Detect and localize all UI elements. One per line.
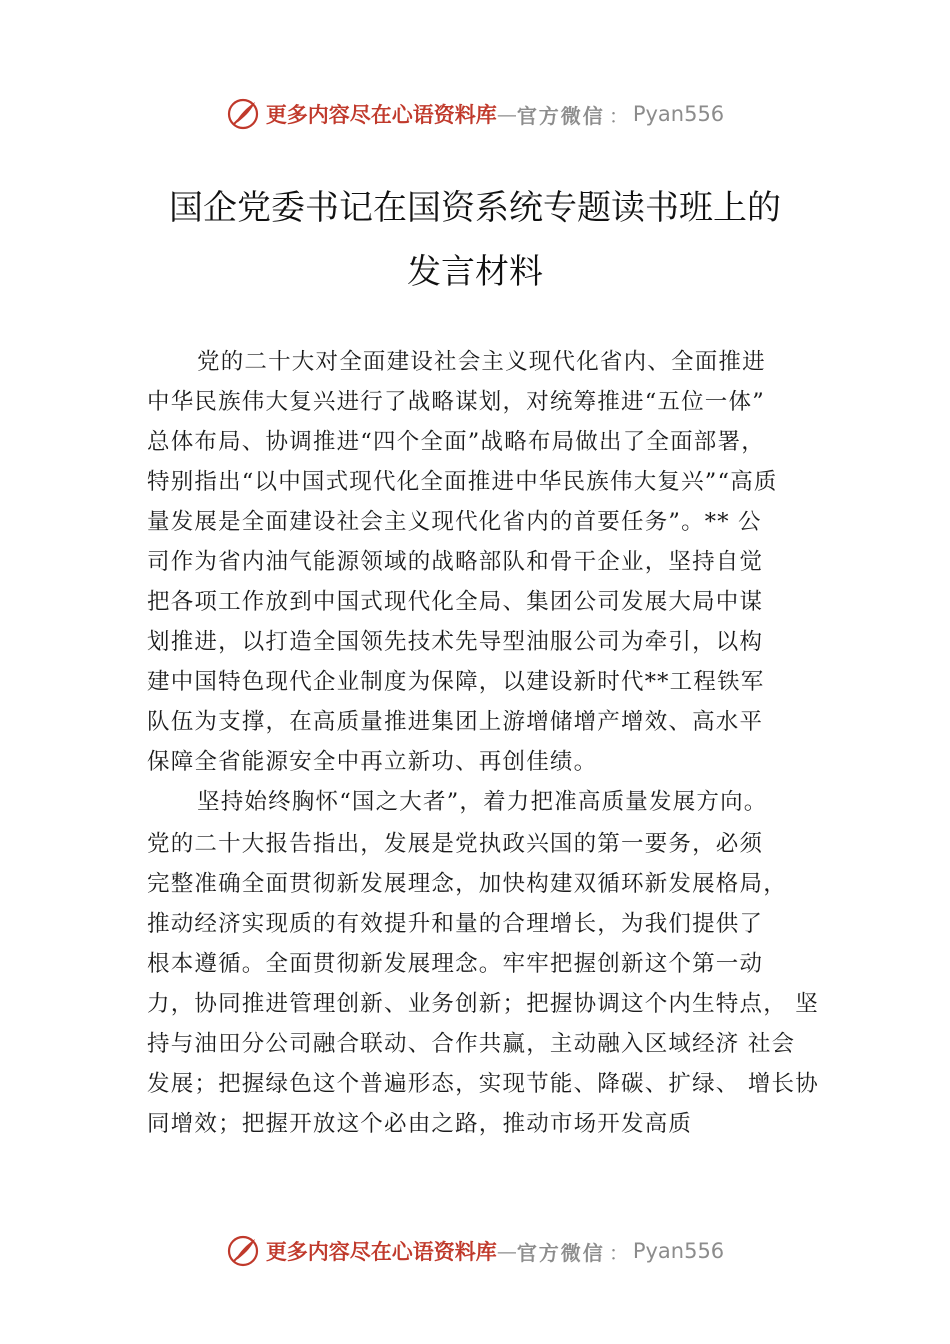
body-line: 党的二十大报告指出，发展是党执政兴国的第一要务，必须: [147, 831, 764, 857]
banner-wechat-id: Pyan556: [632, 1239, 725, 1263]
footer-banner: [0, 1231, 950, 1271]
banner-wechat-label: 官方微信: [516, 103, 605, 128]
header-banner: [0, 94, 950, 134]
body-line: 队伍为支撑，在高质量推进集团上游增储增产增效、高水平: [147, 709, 764, 735]
section-heading: 坚持始终胸怀“国之大者”，着力把准高质量发展方向。: [197, 789, 768, 815]
document-title-line-2: 发言材料: [407, 252, 543, 292]
banner-separator: —: [496, 1239, 517, 1263]
banner-colon: ：: [608, 103, 629, 128]
body-line: 建中国特色现代企业制度为保障，以建设新时代**工程铁军: [147, 669, 765, 695]
body-line: 同增效；把握开放这个必由之路，推动市场开发高质: [147, 1111, 693, 1137]
banner-wechat-label: 官方微信: [516, 1240, 605, 1265]
body-line: 推动经济实现质的有效提升和量的合理增长，为我们提供了: [147, 911, 764, 937]
body-line: 保障全省能源安全中再立新功、再创佳绩。: [147, 749, 598, 775]
body-line: 司作为省内油气能源领域的战略部队和骨干企业，坚持自觉: [147, 549, 764, 575]
body-line: 总体布局、协调推进“四个全面”战略布局做出了全面部署，: [147, 429, 765, 455]
body-line: 根本遵循。全面贯彻新发展理念。牢牢把握创新这个第一动: [147, 951, 764, 977]
body-line: 力，协同推进管理创新、业务创新；把握协调这个内生特点， 坚: [147, 991, 819, 1017]
body-line: 中华民族伟大复兴进行了战略谋划，对统筹推进“五位一体”: [147, 389, 765, 415]
document-title-line-1: 国企党委书记在国资系统专题读书班上的: [169, 188, 781, 228]
banner-colon: ：: [608, 1240, 629, 1265]
body-line: 党的二十大对全面建设社会主义现代化省内、全面推进: [197, 349, 766, 375]
body-line: 把各项工作放到中国式现代化全局、集团公司发展大局中谋: [147, 589, 764, 615]
banner-separator: —: [496, 102, 517, 126]
quill-seal-logo-icon: [226, 97, 260, 131]
body-line: 完整准确全面贯彻新发展理念，加快构建双循环新发展格局，: [147, 871, 787, 897]
body-line: 持与油田分公司融合联动、合作共赢，主动融入区域经济 社会: [147, 1031, 796, 1057]
body-line: 量发展是全面建设社会主义现代化省内的首要任务”。** 公: [147, 509, 762, 535]
body-line: 划推进，以打造全国领先技术先导型油服公司为牵引，以构: [147, 629, 764, 655]
body-line: 发展；把握绿色这个普遍形态，实现节能、降碳、扩绿、 增长协: [147, 1071, 819, 1097]
banner-wechat-id: Pyan556: [632, 102, 725, 126]
body-line: 特别指出“以中国式现代化全面推进中华民族伟大复兴”“高质: [147, 469, 778, 495]
quill-seal-logo-icon: [226, 1234, 260, 1268]
banner-title: 更多内容尽在心语资料库: [265, 102, 497, 127]
banner-title: 更多内容尽在心语资料库: [265, 1239, 497, 1264]
